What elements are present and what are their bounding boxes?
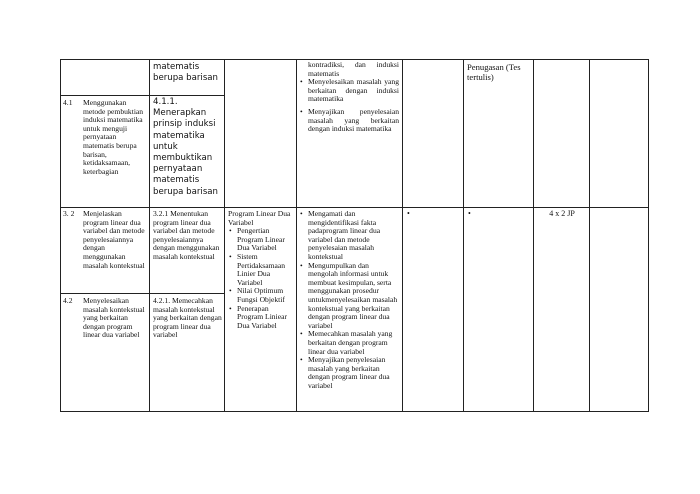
activity-item: • Menyajikan penyelesaian masalah yang berkaitan dengan induksi matematika: [308, 108, 399, 134]
bullet-media: •: [407, 209, 410, 218]
col-line-6: [463, 59, 464, 412]
kd-3-2-text: Menjelaskan program linear dua variabel dan metode penyelesaiannya dengan menggunakan masalah kontekstual: [83, 210, 145, 270]
learning-activities-linear: [299, 210, 400, 390]
activity-item: • Menyelesaikan masalah yang berkaitan dengan induksi matematika: [308, 78, 399, 104]
indicator-3-2-1: 3.2.1 Menentukan program linear dua variabel dan metode penyelesaiannya dengan menggunakan masalah kontekstual: [153, 210, 220, 261]
indicator-continuation: matematis berupa barisan: [153, 62, 219, 84]
subject-matter-item: • Sistem Pertidaksamaan Linier Dua Variabel: [237, 253, 295, 287]
subject-matter-title: Program Linear Dua Variabel: [228, 210, 291, 227]
kd-4-1-number: 4.1: [63, 99, 73, 107]
activity-item: • Mengamati dan mengidentifikasi fakta padaprogram linear dua variabel dan metode penyelesaian masalah kontekstual: [308, 210, 400, 262]
subject-matter-item: • Nilai Optimum Fungsi Objektif: [237, 287, 295, 304]
col-line-2: [149, 59, 150, 412]
kd-4-2-number: 4.2: [63, 297, 73, 305]
col-line-1: [60, 59, 61, 412]
subject-matter-item: • Pengertian Program Linear Dua Variabel: [237, 227, 295, 253]
col-line-8: [589, 59, 590, 412]
kd-3-2-number: 3. 2: [63, 210, 75, 218]
activity-line: kontradiksi, dan induksi matematis: [308, 61, 399, 78]
indicator-4-2-1: 4.2.1. Memecahkan masalah kontekstual yang berkaitan dengan program linear dua variabel: [153, 297, 222, 340]
kd-4-2: [63, 297, 147, 340]
col-line-5: [402, 59, 403, 412]
kd-4-1-text: Menggunakan metode pembuktian induksi matematika untuk menguji pernyataan matematis berupa barisan, ketidaksamaan, keterbagian: [83, 99, 144, 176]
subject-matter: [228, 210, 295, 330]
col-line-9: [648, 59, 649, 412]
col-line-4: [296, 59, 297, 412]
activity-item: • Memecahkan masalah yang berkaitan dengan program linear dua variabel: [308, 330, 400, 356]
time-allocation: 4 x 2 JP: [549, 210, 575, 218]
bullet-source: •: [468, 209, 471, 218]
activity-item: • Mengumpulkan dan mengolah informasi untuk membuat kesimpulan, serta menggunakan prosedur untukmenyelesaikan masalah kontekstual yang berkaitan dengan program linear dua variabel: [308, 262, 400, 331]
kd-3-2: [63, 210, 147, 270]
assessment-method: Penugasan (Tes tertulis): [467, 62, 521, 82]
kd-4-2-text: Menyelesaikan masalah kontekstual yang berkaitan dengan program linear dua variabel: [83, 297, 145, 340]
learning-activities-induction: [299, 61, 399, 134]
kd-4-1: [63, 99, 147, 176]
subject-matter-item: • Penerapan Program Liniear Dua Variabel: [237, 305, 295, 331]
row-divider-42: [60, 293, 224, 294]
col-line-3: [224, 59, 225, 412]
row-divider-41: [60, 95, 224, 96]
indicator-4-1-1: 4.1.1. Menerapkan prinsip induksi matematika untuk membuktikan pernyataan matematis berupa barisan: [153, 97, 219, 197]
col-line-7: [533, 59, 534, 412]
activity-item: • Menyajikan penyelesaian masalah yang berkaitan dengan program linear dua variabel: [308, 356, 400, 390]
